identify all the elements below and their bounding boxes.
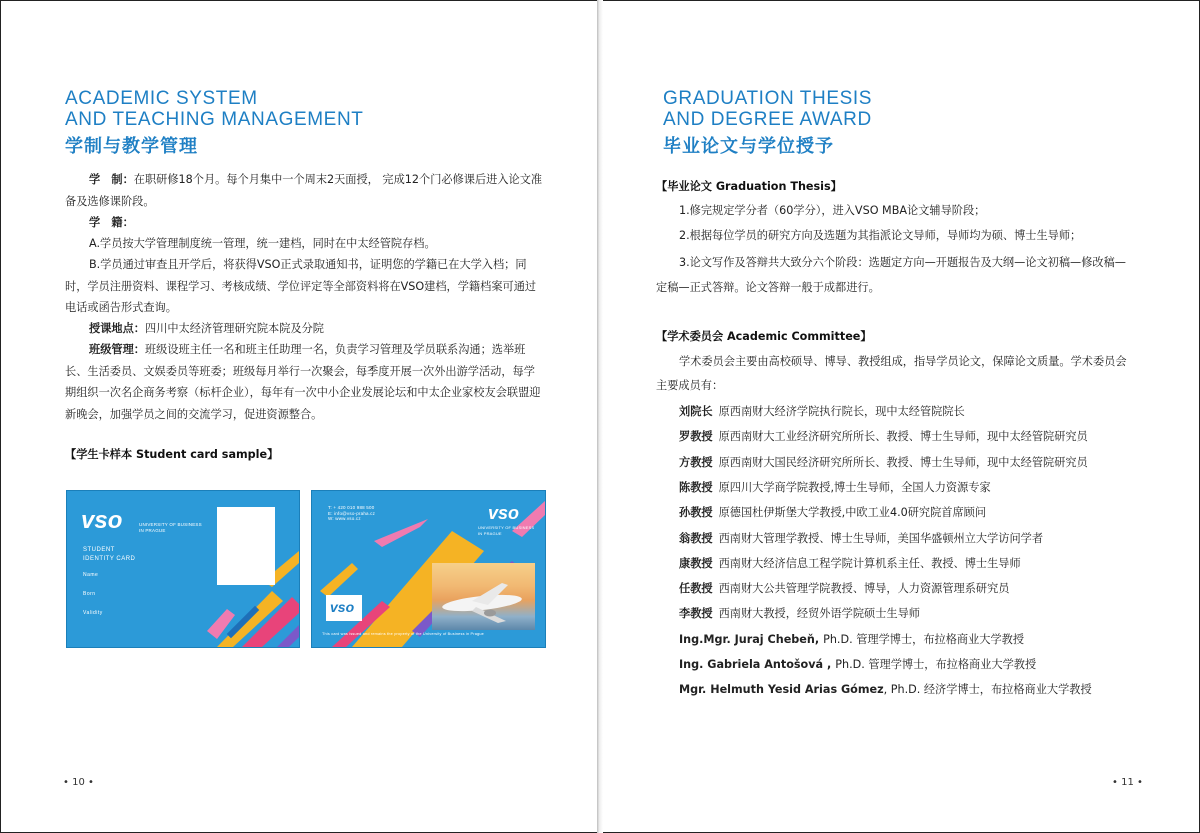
committee-member <box>679 479 991 495</box>
xueji-b: B.学员通过审查且开学后，将获得VSO正式录取通知书，证明您的学籍已在大学入档；同时，学员注册资料、课程学习、考核成绩、学位评定等全部资料将在VSO建档，学籍档案可通过电话或函告形式查询。 <box>65 258 537 314</box>
thesis-item-3: 3.论文写作及答辩共大致分六个阶段：选题定方向—开题报告及大纲—论文初稿—修改稿—定稿—正式答辩。论文答辩一般于成都进行。 <box>656 256 1126 294</box>
committee-member <box>679 504 986 520</box>
member-name: Mgr. Helmuth Yesid Arias Gómez <box>679 683 884 697</box>
card-front-title-1: STUDENT <box>83 547 115 553</box>
title-en-line1: GRADUATION THESIS <box>663 88 873 109</box>
committee-member <box>679 530 1043 546</box>
airplane-icon <box>432 563 535 630</box>
member-name: 康教授 <box>679 556 713 570</box>
title-cn: 学制与教学管理 <box>65 136 198 157</box>
xuezhi-label: 学 制： <box>89 173 134 186</box>
member-name: 罗教授 <box>679 430 713 444</box>
member-description: 西南财大公共管理学院教授、博导，人力资源管理系研究员 <box>718 582 1010 596</box>
title-cn: 毕业论文与学位授予 <box>663 136 834 157</box>
xueji-heading <box>89 212 545 234</box>
member-description: 原西南财大工业经济研究所所长、教授、博士生导师，现中太经管院研究员 <box>718 430 1088 444</box>
committee-member <box>679 580 1009 596</box>
committee-member <box>679 656 1036 672</box>
xuezhi-paragraph <box>65 169 545 212</box>
location-paragraph <box>65 318 545 340</box>
card-front-logo: vso <box>81 507 123 534</box>
card-back-small-logo-box <box>326 595 362 621</box>
committee-heading: 【学术委员会 Academic Committee】 <box>656 330 872 343</box>
card-back-university: UNIVERSITY OF BUSINESS IN PRAGUE <box>478 525 535 536</box>
member-description: , Ph.D. 经济学博士，布拉格商业大学教授 <box>883 683 1092 697</box>
airplane-photo <box>432 563 535 630</box>
member-description: 原四川大学商学院教授,博士生导师，全国人力资源专家 <box>718 480 991 494</box>
member-description: Ph.D. 管理学博士，布拉格商业大学教授 <box>823 632 1025 646</box>
member-name: 刘院长 <box>679 405 713 418</box>
member-name: 李教授 <box>679 607 713 621</box>
member-name: 孙教授 <box>679 506 713 520</box>
card-back-logo: vso <box>488 503 520 523</box>
committee-member <box>679 403 965 419</box>
card-front-university: UNIVERSITY OF BUSINESS IN PRAGUE <box>139 522 202 533</box>
class-label: 班级管理： <box>89 343 145 356</box>
left-page <box>0 0 597 833</box>
member-name: Ing. Gabriela Antošová , <box>679 658 832 671</box>
page-number-left: • 10 • <box>63 777 94 788</box>
committee-member <box>679 681 1092 697</box>
thesis-item-1: 1.修完规定学分者（60学分），进入VSO MBA论文辅导阶段； <box>679 204 986 217</box>
committee-intro: 学术委员会主要由高校硕导、博导、教授组成，指导学员论文，保障论文质量。学术委员会主要成员有： <box>656 355 1127 392</box>
student-card-back <box>311 490 546 648</box>
member-description: 原西南财大经济学院执行院长，现中太经管院院长 <box>718 405 965 418</box>
committee-member <box>679 454 1088 470</box>
class-paragraph <box>65 339 545 425</box>
thesis-item-2: 2.根据每位学员的研究方向及选题为其指派论文导师，导师均为硕、博士生导师； <box>679 229 1082 242</box>
member-description: 原西南财大国民经济研究所所长、教授、博士生导师，现中太经管院研究员 <box>718 455 1088 469</box>
photo-placeholder <box>217 507 275 585</box>
right-page <box>603 0 1200 833</box>
xueji-a: A.学员按大学管理制度统一管理，统一建档，同时在中太经管院存档。 <box>89 237 436 250</box>
card-front-field-validity: Validity <box>83 610 103 616</box>
committee-member <box>679 631 1024 647</box>
location-text: 四川中太经济管理研究院本院及分院 <box>144 322 324 335</box>
class-text: 班级设班主任一名和班主任助理一名，负责学习管理及学员联系沟通；选举班长、生活委员、文娱委员等班委；班级每月举行一次聚会，每季度开展一次外出游学活动，每学期组织一次名企商务考察（标杆企业），每年有一次中小企业发展论坛和中太企业家校友会联盟迎新晚会，加强学员之间的交流学习，促进资源整合。 <box>65 343 541 421</box>
card-front-title-2: IDENTITY CARD <box>83 556 136 562</box>
committee-member <box>679 605 920 621</box>
member-name: 任教授 <box>679 582 713 596</box>
member-description: 西南财大管理学教授、博士生导师，美国华盛顿州立大学访问学者 <box>718 531 1044 545</box>
thesis-heading: 【毕业论文 Graduation Thesis】 <box>656 180 842 193</box>
committee-member <box>679 428 1088 444</box>
member-description: Ph.D. 管理学博士，布拉格商业大学教授 <box>835 658 1037 671</box>
member-name: 方教授 <box>679 455 713 469</box>
title-en-line2: AND DEGREE AWARD <box>663 109 872 130</box>
card-back-small-logo: vso <box>330 599 355 615</box>
card-back-footer: This card was issued and remains the property of the University of Business in Prague <box>322 632 484 636</box>
title-en-line2: AND TEACHING MANAGEMENT <box>65 109 364 130</box>
card-back-contact: T: + 420 010 988 500 E: info@vso-praha.cz W: www.vso.cz <box>328 505 376 521</box>
committee-member <box>679 555 1021 571</box>
member-name: 陈教授 <box>679 480 713 494</box>
title-en-line1: ACADEMIC SYSTEM <box>65 88 258 109</box>
card-section-title: 【学生卡样本 Student card sample】 <box>65 448 279 461</box>
student-card-front <box>66 490 300 648</box>
page-number-right: • 11 • <box>1112 777 1143 788</box>
member-description: 西南财大教授，经贸外语学院硕士生导师 <box>718 607 920 621</box>
member-name: Ing.Mgr. Juraj Chebeň, <box>679 632 820 646</box>
location-label: 授课地点： <box>89 322 145 335</box>
xuezhi-text: 在职研修18个月。每个月集中一个周末2天面授， 完成12个门必修课后进入论文准备及选修课阶段。 <box>65 173 543 208</box>
member-description: 西南财大经济信息工程学院计算机系主任、教授、博士生导师 <box>718 556 1021 570</box>
card-front-field-name: Name <box>83 572 99 578</box>
member-description: 原德国杜伊斯堡大学教授,中欧工业4.0研究院首席顾问 <box>718 506 987 520</box>
xueji-label: 学 籍： <box>89 216 134 229</box>
card-front-field-born: Born <box>83 591 96 597</box>
member-name: 翁教授 <box>679 531 713 545</box>
